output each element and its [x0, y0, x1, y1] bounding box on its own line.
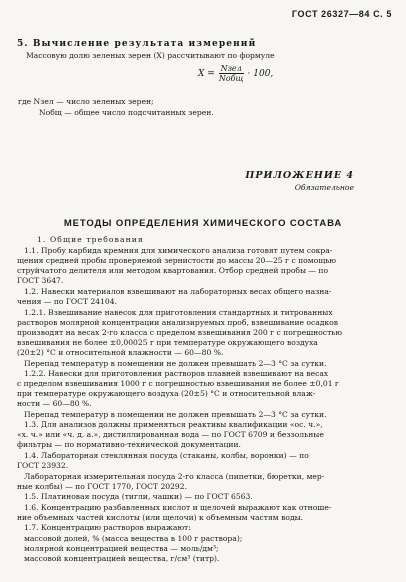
body-line: ности — 60—80 %. [17, 399, 92, 408]
body-line: Лабораторная измерительная посуда 2-го класса (пипетки, бюретки, мер- [24, 472, 325, 481]
main-title: МЕТОДЫ ОПРЕДЕЛЕНИЯ ХИМИЧЕСКОГО СОСТАВА [63, 218, 343, 229]
body-line: 1.1. Пробу карбида кремния для химического анализа готовят путем сокра- [24, 246, 333, 255]
body-line: щения средней пробы проверяемой зернистости до массы 20—25 г с помощью [17, 256, 337, 265]
body-line: при температуре окружающего воздуха (20±5) °С и относительной влаж- [17, 389, 316, 398]
body-line: 1.2. Навески материалов взвешивают на лабораторных весах общего назна- [24, 287, 332, 296]
body-line: ные колбы) — по ГОСТ 1770, ГОСТ 20292. [17, 482, 188, 491]
body-line: 1.7. Концентрацию растворов выражают: [24, 523, 191, 532]
body-line: производят на весах 2-го класса с пределом взвешивания 200 г с погрешностью [17, 328, 343, 337]
section-5-text: Массовую долю зеленых зерен (X) рассчитывают по формуле [26, 51, 275, 60]
body-line: ние объемных частей кислоты (или щелочи) к объемным частям воды. [17, 513, 304, 522]
body-line: 1.2.2. Навески для приготовления растворов плавней взвешивают на весах [24, 369, 329, 378]
formula-lhs: X = [198, 68, 215, 79]
section-5-title: 5. Вычисление результата измерений [17, 39, 257, 49]
appendix-title: ПРИЛОЖЕНИЕ 4 [245, 170, 354, 181]
page-header: ГОСТ 26327—84 С. 5 [291, 9, 392, 19]
formula [198, 64, 273, 83]
body-line: (20±2) °С и относительной влажности — 60—80 %. [17, 348, 224, 357]
body-line: Перепад температур в помещении не должен превышать 2—3 °С за сутки. [24, 410, 327, 419]
formula-numerator: Nзел [220, 64, 242, 73]
body-line: ГОСТ 23932. [17, 461, 69, 470]
body-line: с пределом взвешивания 1000 г с погрешностью взвешивания не более ±0,01 г [17, 379, 339, 388]
body-line: фильтры — по нормативно-технической документации. [17, 440, 241, 449]
body-line: взвешивания не более ±0,00025 г при температуре окружающего воздуха [17, 338, 318, 347]
formula-tail: · 100, [247, 68, 274, 79]
body-line: Перепад температур в помещении не должен превышать 2—3 °С за сутки. [24, 359, 327, 368]
formula-fraction [217, 64, 246, 83]
formula-denominator: Nобщ [218, 74, 244, 83]
body-line: 1.5. Платиновая посуда (тигли, чашки) — по ГОСТ 6563. [24, 492, 253, 501]
body-line: чения — по ГОСТ 24104. [17, 297, 118, 306]
body-line: массовой концентрацией вещества, г/см³ (титр). [24, 554, 220, 563]
body-line: молярной концентрацией вещества — моль/дм³; [24, 544, 219, 553]
formula-where-2: Nобщ — общее число подсчитанных зерен. [39, 108, 214, 117]
formula-where-1: где Nзел — число зеленых зерен; [18, 97, 154, 106]
body-line: струйчатого делителя или методом квартования. Отбор средней пробы — по [17, 266, 329, 275]
body-line: «х. ч.» или «ч. д. а.», дистиллированная вода — по ГОСТ 6709 и беззольные [17, 430, 324, 439]
body-line: ГОСТ 3647. [17, 276, 64, 285]
body-line: растворов молярной концентрации анализируемых проб, взвешивание осадков [17, 318, 339, 327]
body-line: 1.2.1. Взвешивание навесок для приготовления стандартных и титрованных [24, 308, 333, 317]
body-line: 1.4. Лабораторная стеклянная посуда (стаканы, колбы, воронки) — по [24, 451, 309, 460]
appendix-subtitle: Обязательное [294, 183, 354, 192]
body-line: 1.6. Концентрацию разбавленных кислот и щелочей выражают как отноше- [24, 503, 332, 512]
body-line: 1.3. Для анализов должны применяться реактивы квалификации «ос. ч.», [24, 420, 323, 429]
body-line: массовой долей, % (масса вещества в 100 г раствора); [24, 534, 243, 543]
subsection-heading: 1. Общие требования [37, 235, 144, 244]
